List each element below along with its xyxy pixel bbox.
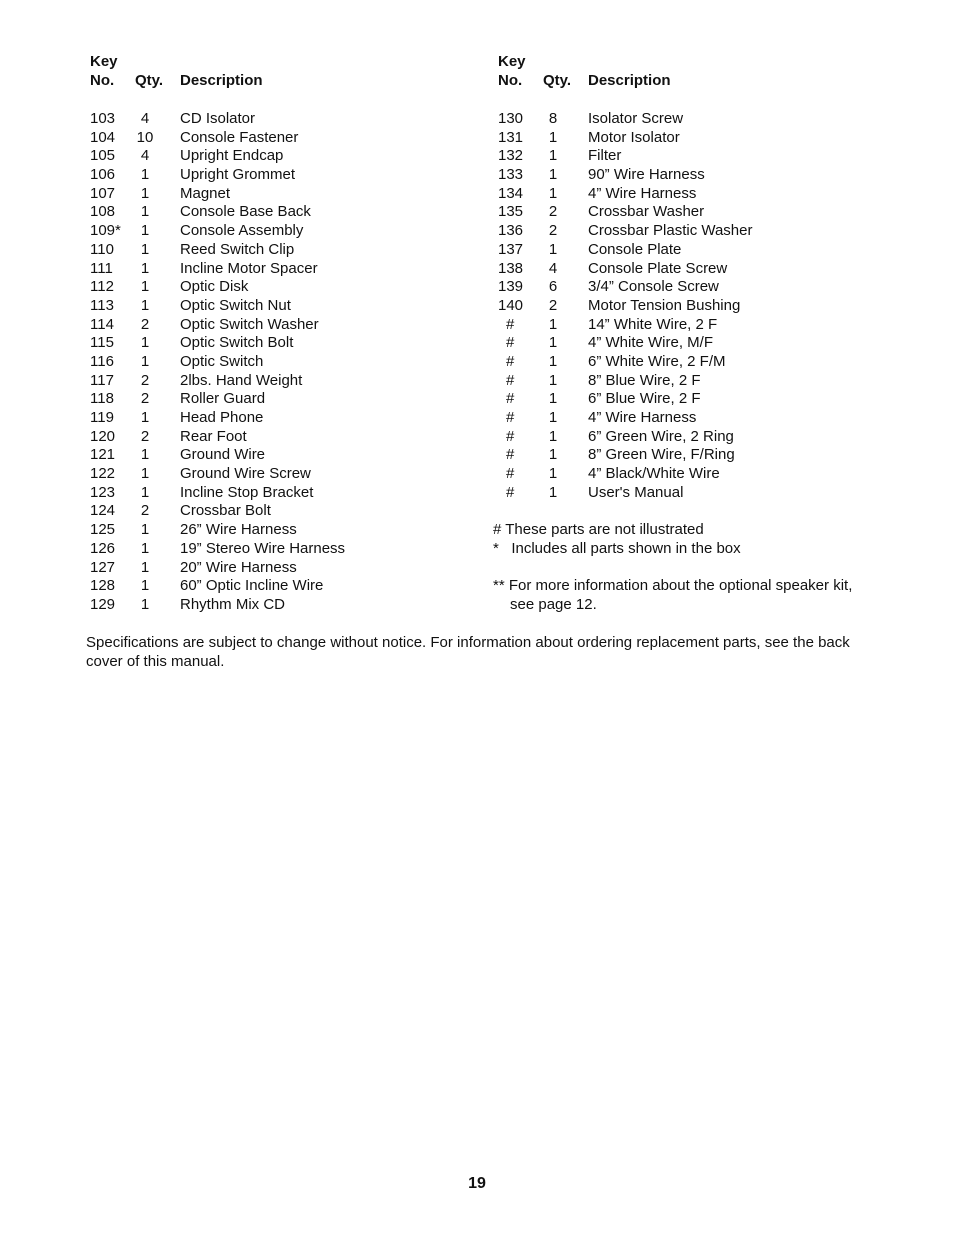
part-key-number: 130 [498,110,524,127]
part-quantity: 1 [548,371,558,389]
part-row [88,185,468,204]
part-row [494,428,924,447]
part-quantity: 4 [140,147,150,165]
part-description: Console Plate [588,240,682,258]
part-key-number: 123 [90,483,116,501]
header-description: Description [180,72,263,89]
part-quantity: 1 [140,259,150,277]
part-description: Console Plate Screw [588,259,728,277]
header-no: No. [90,72,115,89]
part-description: 4” White Wire, M/F [588,334,714,352]
part-key-number: 114 [90,315,114,333]
part-key-number: 127 [90,558,116,576]
part-quantity: 2 [140,371,150,389]
part-key-number: # [506,352,515,370]
part-key-number: # [506,409,515,426]
part-description: Console Base Back [180,203,311,221]
part-row [88,521,468,540]
part-quantity: 1 [548,390,558,408]
part-row [88,297,468,316]
part-quantity: 1 [548,128,558,146]
part-row [88,465,468,484]
part-quantity: 1 [140,334,150,352]
part-row [88,222,468,241]
part-key-number: # [506,390,515,408]
header-qty: Qty. [543,72,572,89]
parts-rows-left [88,110,468,615]
part-quantity: 1 [548,483,558,501]
part-description: Incline Stop Bracket [180,483,314,501]
part-quantity: 1 [140,278,150,296]
note-not-illustrated: # These parts are not illustrated [493,521,704,538]
part-row [494,222,924,241]
part-description: Optic Switch [180,352,264,370]
part-quantity: 1 [140,184,150,202]
specifications-text: Specifications are subject to change without notice. For information about ordering replacement parts, see the back cover of this manual. [86,634,850,670]
part-key-number: # [506,446,515,464]
part-row [494,203,924,222]
parts-list-left [88,52,468,615]
page-number: 19 [468,1175,486,1192]
part-quantity: 1 [140,240,150,258]
part-key-number: 131 [498,128,524,146]
part-description: Motor Isolator [588,128,680,146]
part-row [88,559,468,578]
part-key-number: 133 [498,166,524,184]
part-row [494,147,924,166]
part-key-number: 138 [498,259,524,277]
part-quantity: 1 [140,446,150,464]
part-row [88,241,468,260]
part-description: Incline Motor Spacer [180,259,318,277]
part-description: 26” Wire Harness [180,521,297,539]
part-quantity: 1 [548,465,558,483]
part-description: CD Isolator [180,110,256,127]
part-description: Reed Switch Clip [180,240,295,258]
part-description: 14” White Wire, 2 F [588,315,718,333]
part-description: 6” White Wire, 2 F/M [588,352,726,370]
part-row [494,484,924,503]
part-key-number: 103 [90,110,116,127]
part-row [494,297,924,316]
part-row [88,278,468,297]
part-key-number: 132 [498,147,524,165]
part-key-number: # [506,465,515,483]
part-row [494,129,924,148]
part-key-number: 116 [90,352,114,370]
part-description: Optic Switch Nut [180,296,291,314]
parts-rows-right [494,110,924,502]
part-row [494,372,924,391]
part-quantity: 2 [140,390,150,408]
part-description: Head Phone [180,409,264,426]
part-description: 8” Blue Wire, 2 F [588,371,701,389]
note-speaker-kit [493,577,893,614]
part-quantity: 1 [140,558,150,576]
part-key-number: 120 [90,427,116,445]
part-key-number: 109* [90,222,121,240]
part-description: Roller Guard [180,390,266,408]
part-description: 4” Black/White Wire [588,465,720,483]
part-row [494,166,924,185]
part-description: Optic Switch Bolt [180,334,294,352]
part-row [494,446,924,465]
part-quantity: 4 [548,259,558,277]
part-description: Crossbar Washer [588,203,705,221]
part-description: 2lbs. Hand Weight [180,371,303,389]
part-row [88,166,468,185]
part-row [88,147,468,166]
part-row [88,409,468,428]
part-description: Isolator Screw [588,110,684,127]
part-quantity: 1 [548,334,558,352]
part-description: 20” Wire Harness [180,558,297,576]
part-quantity: 1 [548,315,558,333]
part-quantity: 2 [140,502,150,520]
part-key-number: # [506,371,515,389]
part-row [88,353,468,372]
part-quantity: 1 [548,184,558,202]
part-key-number: 136 [498,222,524,240]
part-quantity: 1 [548,166,558,184]
part-row [494,110,924,129]
part-description: Crossbar Plastic Washer [588,222,753,240]
part-row [88,334,468,353]
part-quantity: 2 [140,315,150,333]
part-quantity: 1 [140,166,150,184]
part-description: 6” Blue Wire, 2 F [588,390,701,408]
part-key-number: 113 [90,296,114,314]
part-quantity: 1 [548,352,558,370]
part-key-number: 105 [90,147,116,165]
part-description: Upright Grommet [180,166,296,184]
part-quantity: 2 [548,296,558,314]
part-key-number: 108 [90,203,116,221]
part-quantity: 1 [140,352,150,370]
header-no: No. [498,72,523,89]
part-key-number: 139 [498,278,524,296]
part-quantity: 10 [136,128,154,146]
part-quantity: 4 [140,110,150,127]
part-row [88,316,468,335]
part-key-number: 118 [90,390,114,408]
part-quantity: 1 [140,409,150,426]
part-row [88,428,468,447]
part-key-number: 137 [498,240,524,258]
part-quantity: 1 [140,222,150,240]
part-description: 3/4” Console Screw [588,278,719,296]
part-description: Console Fastener [180,128,299,146]
part-row [88,484,468,503]
part-quantity: 1 [140,296,150,314]
part-description: 4” Wire Harness [588,184,697,202]
part-quantity: 6 [548,278,558,296]
part-description: Motor Tension Bushing [588,296,741,314]
part-key-number: 128 [90,577,116,595]
part-row [494,390,924,409]
part-key-number: 107 [90,184,116,202]
parts-list-right [494,52,924,502]
part-row [494,465,924,484]
part-row [88,540,468,559]
note-speaker-kit-line2: see page 12. [510,595,597,613]
part-key-number: 124 [90,502,116,520]
part-key-number: 129 [90,595,116,613]
part-row [494,409,924,428]
part-key-number: # [506,483,515,501]
footnotes [493,521,893,615]
part-key-number: # [506,334,515,352]
part-description: Optic Disk [180,278,249,296]
part-quantity: 1 [140,465,150,483]
part-row [88,446,468,465]
part-row [88,260,468,279]
part-row [88,203,468,222]
part-key-number: 122 [90,465,116,483]
part-key-number: 112 [90,278,114,296]
part-key-number: 134 [498,184,524,202]
part-key-number: 126 [90,539,116,557]
part-quantity: 1 [140,539,150,557]
note-speaker-kit-line1: ** For more information about the optional speaker kit, [493,577,853,595]
part-key-number: 111 [90,259,113,277]
part-row [494,316,924,335]
part-row [88,390,468,409]
part-quantity: 1 [140,521,150,539]
part-quantity: 1 [548,427,558,445]
part-quantity: 1 [548,446,558,464]
part-quantity: 1 [548,240,558,258]
part-row [88,110,468,129]
part-description: Upright Endcap [180,147,284,165]
part-key-number: 140 [498,296,524,314]
part-description: 6” Green Wire, 2 Ring [588,427,734,445]
part-description: 8” Green Wire, F/Ring [588,446,735,464]
part-key-number: # [506,315,515,333]
part-description: Crossbar Bolt [180,502,271,520]
part-description: Rear Foot [180,427,247,445]
part-row [88,596,468,615]
part-key-number: 119 [90,409,114,426]
part-key-number: 115 [90,334,114,352]
part-key-number: 117 [90,371,114,389]
part-quantity: 1 [140,577,150,595]
part-quantity: 1 [548,147,558,165]
header-description: Description [588,72,671,89]
part-quantity: 2 [548,203,558,221]
part-quantity: 1 [140,595,150,613]
part-description: 90” Wire Harness [588,166,705,184]
part-row [88,577,468,596]
part-description: Filter [588,147,622,165]
part-description: Rhythm Mix CD [180,595,286,613]
part-description: Console Assembly [180,222,304,240]
part-quantity: 2 [548,222,558,240]
part-description: 19” Stereo Wire Harness [180,539,346,557]
part-row [494,185,924,204]
part-row [88,502,468,521]
part-row [88,372,468,391]
part-description: 60” Optic Incline Wire [180,577,324,595]
part-quantity: 1 [140,483,150,501]
part-row [88,129,468,148]
column-header [88,52,468,92]
part-quantity: 2 [140,427,150,445]
part-key-number: 110 [90,240,114,258]
note-included-in-box: * Includes all parts shown in the box [493,539,741,557]
part-row [494,260,924,279]
header-key: Key [498,53,526,70]
part-key-number: # [506,427,515,445]
part-key-number: 104 [90,128,116,146]
part-row [494,241,924,260]
part-quantity: 8 [548,110,558,127]
part-row [494,278,924,297]
part-description: Ground Wire [180,446,266,464]
part-row [494,334,924,353]
part-key-number: 106 [90,166,116,184]
header-qty: Qty. [135,72,164,89]
part-description: Ground Wire Screw [180,465,311,483]
part-row [494,353,924,372]
part-quantity: 1 [140,203,150,221]
part-key-number: 121 [90,446,116,464]
header-key: Key [90,53,118,70]
column-header [494,52,924,92]
part-description: 4” Wire Harness [588,409,697,426]
part-description: Magnet [180,184,231,202]
part-key-number: 135 [498,203,524,221]
part-quantity: 1 [548,409,558,426]
part-key-number: 125 [90,521,116,539]
part-description: User's Manual [588,483,684,501]
part-description: Optic Switch Washer [180,315,319,333]
